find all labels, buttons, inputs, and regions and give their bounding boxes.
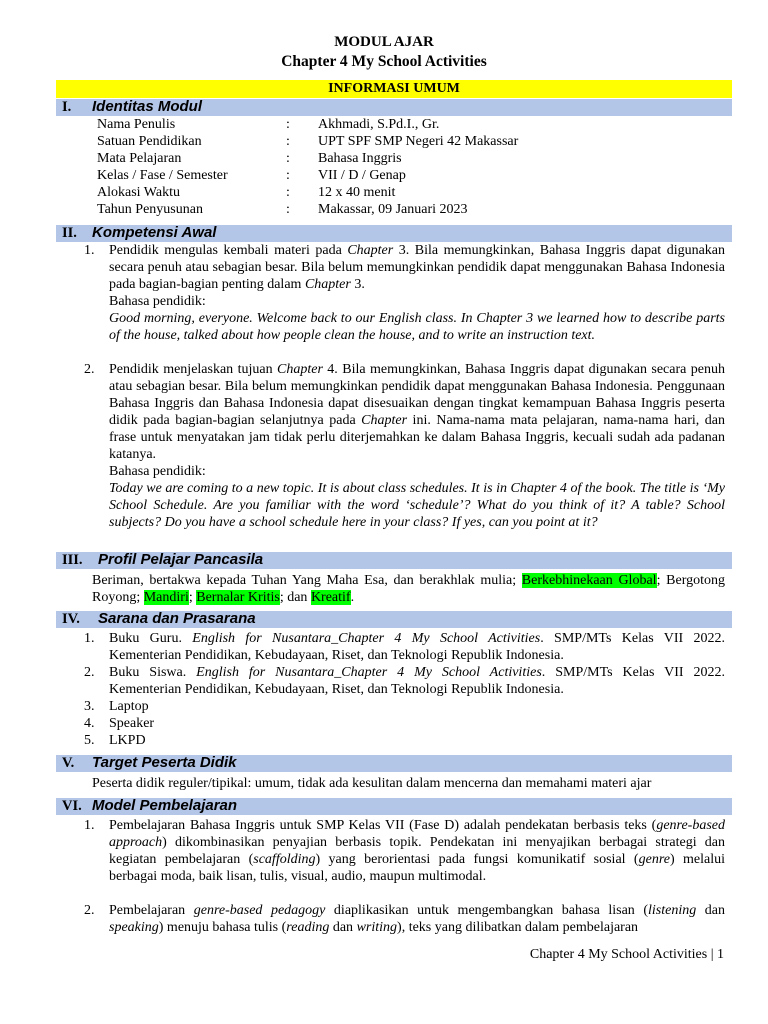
section-number: VI. xyxy=(62,798,82,814)
text: Pembelajaran xyxy=(109,903,194,918)
section-heading-sarana xyxy=(56,611,732,628)
highlight-text: Kreatif xyxy=(310,590,351,605)
highlight-text: Bernalar Kritis xyxy=(196,590,280,605)
text-italic: English for Nusantara_Chapter 4 My School Activities xyxy=(192,631,541,646)
text-italic: English for Nusantara_Chapter 4 My School Activities xyxy=(196,665,542,680)
teacher-speech: Good morning, everyone. Welcome back to our English class. In Chapter 3 we learned how to describe parts of the house, talked about how people clean the house, and to write an instruction text. xyxy=(109,311,725,343)
identity-colon: : xyxy=(286,151,290,166)
identity-colon: : xyxy=(286,185,290,200)
identity-label: Tahun Penyusunan xyxy=(97,202,203,217)
identity-value: VII / D / Genap xyxy=(318,168,406,183)
text-italic: speaking xyxy=(109,920,159,935)
list-number: 1. xyxy=(84,818,95,833)
text: . SMP/MTs Kelas VII 2022. xyxy=(540,631,725,646)
text: ) melalui berbagai moda, baik lisan, tulis, visual, audio, maupun multimodal. xyxy=(109,852,726,884)
text-italic: Chapter xyxy=(347,243,394,258)
list-item-body xyxy=(109,664,725,698)
text: ), teks yang dilibatkan dalam pembelajaran xyxy=(397,920,639,935)
text-italic: Chapter xyxy=(277,362,323,377)
text: Kementerian Pendidikan, Kebudayaan, Riset, dan Teknologi Republik Indonesia. xyxy=(109,682,564,697)
text: Kementerian Pendidikan, Kebudayaan, Riset, dan Teknologi Republik Indonesia. xyxy=(109,648,564,663)
profil-text xyxy=(92,572,725,606)
list-number: 2. xyxy=(84,362,95,377)
teacher-speech: Today we are coming to a new topic. It is about class schedules. It is in Chapter 4 of the book. The title is ‘My School Schedule. Are you familiar with the word ‘schedule’? What do you think of it? A table? School subjects? Do you have a school schedule here in your class? If yes, can you point at it? xyxy=(109,481,725,530)
list-number: 1. xyxy=(84,631,95,646)
text: dan xyxy=(329,920,357,935)
identity-value: 12 x 40 menit xyxy=(318,185,396,200)
text: Pembelajaran Bahasa Inggris untuk SMP Kelas VII (Fase D) adalah pendekatan berbasis teks ( xyxy=(109,818,657,833)
text: ; Bergotong Royong; xyxy=(92,573,725,605)
text: Pendidik menjelaskan tujuan xyxy=(109,362,277,377)
identity-value: Bahasa Inggris xyxy=(318,151,402,166)
text: ; dan xyxy=(279,590,311,605)
section-title: Kompetensi Awal xyxy=(92,224,217,241)
identity-label: Mata Pelajaran xyxy=(97,151,182,166)
section-number: I. xyxy=(62,99,72,115)
text: ) dikombinasikan penyajian berbasis topik. Pendekatan ini menyajikan berbagai strategi dan kegiatan pembelajaran ( xyxy=(109,835,725,867)
text-italic: genre-based pedagogy xyxy=(193,903,326,918)
text: ini. Nama-nama mata pelajaran, nama-nama hari, dan frase untuk menyatakan jam tidak perlu diterjemahkan ke dalam Bahasa Inggris, kecuali sudah ada padanan katanya. xyxy=(109,413,725,462)
text: Beriman, bertakwa kepada Tuhan Yang Maha Esa, dan berakhlak mulia; xyxy=(92,573,522,588)
section-heading-model xyxy=(56,798,732,815)
list-item-body xyxy=(109,630,725,664)
identity-value: UPT SPF SMP Negeri 42 Makassar xyxy=(318,134,519,149)
text-italic: genre-based approach xyxy=(109,818,725,850)
section-number: V. xyxy=(62,755,75,771)
section-title: Model Pembelajaran xyxy=(92,797,238,814)
text: diaplikasikan untuk mengembangkan bahasa lisan ( xyxy=(325,903,649,918)
identity-colon: : xyxy=(286,134,290,149)
list-item-body xyxy=(109,361,725,531)
section-heading-target xyxy=(56,755,732,772)
text: 4. Bila memungkinkan, Bahasa Inggris dapat digunakan secara penuh atau sebagian besar. Bila belum memungkinkan pendidik dapat menggunakan Bahasa Indonesia. Penggunaan Bahasa Inggris dan Bahasa Indonesia dapat disesuaikan dengan tingkat kemampuan Bahasa Inggris peserta didik pada bagian-bagian selanjutnya pada xyxy=(109,362,725,428)
text: . SMP/MTs Kelas VII 2022. xyxy=(541,665,725,680)
list-item-body xyxy=(109,902,725,936)
text-italic: scaffolding xyxy=(253,852,316,867)
text: Pendidik mengulas kembali materi pada xyxy=(109,243,348,258)
section-title: Sarana dan Prasarana xyxy=(98,610,256,627)
target-text: Peserta didik reguler/tipikal: umum, tidak ada kesulitan dalam mencerna dan memahami materi ajar xyxy=(92,776,652,791)
text-italic: listening xyxy=(648,903,697,918)
identity-label: Kelas / Fase / Semester xyxy=(97,168,228,183)
banner-informasi-umum: INFORMASI UMUM xyxy=(56,80,732,98)
section-heading-profil xyxy=(56,552,732,569)
text: Buku Guru. xyxy=(109,631,193,646)
list-number: 1. xyxy=(84,243,95,258)
text-italic: writing xyxy=(356,920,398,935)
document-title: MODUL AJAR xyxy=(334,34,434,50)
section-heading-identitas xyxy=(56,99,732,116)
text-italic: reading xyxy=(286,920,330,935)
text: dan xyxy=(696,903,726,918)
identity-value: Akhmadi, S.Pd.I., Gr. xyxy=(318,117,440,132)
text-italic: Chapter xyxy=(361,413,408,428)
list-item-body: Laptop xyxy=(109,699,149,714)
list-number: 5. xyxy=(84,733,95,748)
list-number: 4. xyxy=(84,716,95,731)
list-item-body xyxy=(109,242,725,344)
section-number: II. xyxy=(62,225,77,241)
list-item-body: Speaker xyxy=(109,716,155,731)
identity-label: Alokasi Waktu xyxy=(97,185,180,200)
section-number: IV. xyxy=(62,611,80,627)
speech-label: Bahasa pendidik: xyxy=(109,294,206,309)
identity-colon: : xyxy=(286,117,290,132)
identity-label: Satuan Pendidikan xyxy=(97,134,202,149)
text-italic: genre xyxy=(638,852,670,867)
list-number: 2. xyxy=(84,903,95,918)
speech-label: Bahasa pendidik: xyxy=(109,464,206,479)
identity-label: Nama Penulis xyxy=(97,117,176,132)
page-footer: Chapter 4 My School Activities | 1 xyxy=(529,947,724,962)
text: ; xyxy=(188,590,197,605)
list-number: 3. xyxy=(84,699,95,714)
text: Buku Siswa. xyxy=(109,665,197,680)
section-title: Identitas Modul xyxy=(92,98,202,115)
section-title: Profil Pelajar Pancasila xyxy=(98,551,264,568)
text: 3. xyxy=(350,277,365,292)
section-title: Target Peserta Didik xyxy=(92,754,237,771)
list-number: 2. xyxy=(84,665,95,680)
section-number: III. xyxy=(62,552,83,568)
text: 3. Bila memungkinkan, Bahasa Inggris dapat digunakan secara penuh atau sebagian besar. Bila belum memungkinkan pendidik dapat menggunakan Bahasa Indonesia pada bagian-bagian penting dalam xyxy=(109,243,726,292)
list-item-body xyxy=(109,817,725,885)
text: . xyxy=(350,590,355,605)
identity-colon: : xyxy=(286,168,290,183)
highlight-text: Mandiri xyxy=(143,590,189,605)
highlight-text: Berkebhinekaan Global xyxy=(521,573,657,588)
list-item-body: LKPD xyxy=(109,733,146,748)
section-heading-kompetensi xyxy=(56,225,732,242)
identity-colon: : xyxy=(286,202,290,217)
document-subtitle: Chapter 4 My School Activities xyxy=(281,53,487,70)
text: ) menuju bahasa tulis ( xyxy=(158,920,287,935)
text: ) yang berorientasi pada fungsi komunikatif sosial ( xyxy=(315,852,639,867)
identity-value: Makassar, 09 Januari 2023 xyxy=(318,202,468,217)
text-italic: Chapter xyxy=(304,277,351,292)
